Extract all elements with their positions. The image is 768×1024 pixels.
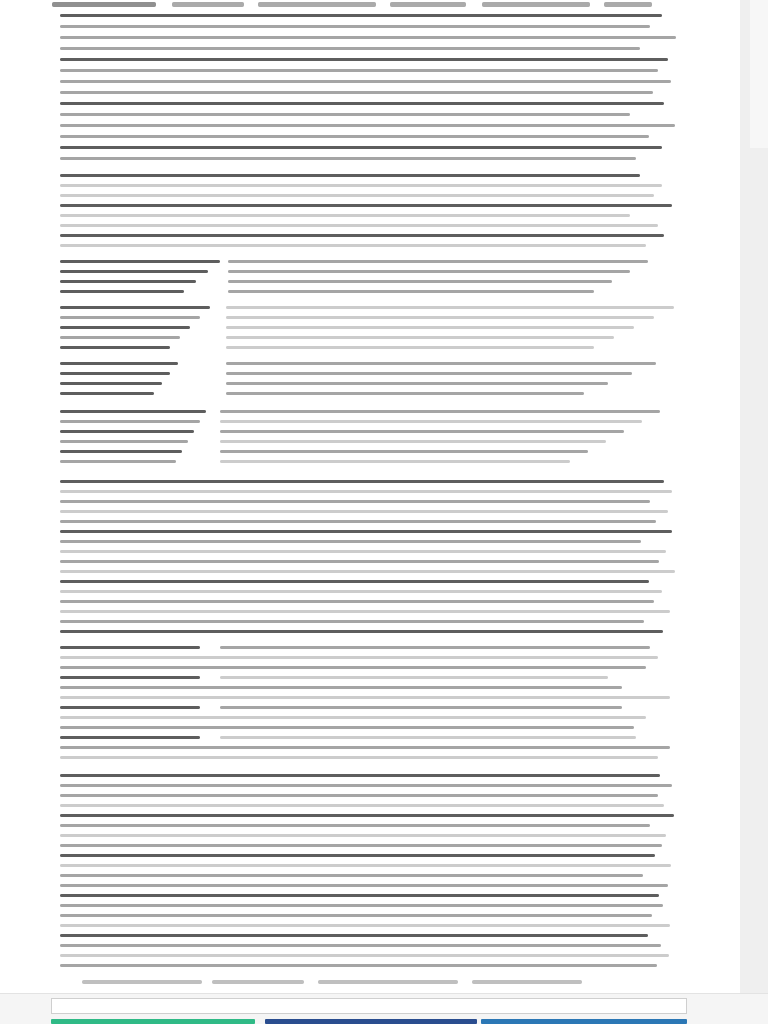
text-line — [60, 530, 672, 533]
text-line — [60, 224, 658, 227]
text-line — [60, 726, 634, 729]
text-line — [60, 480, 664, 483]
text-line — [226, 336, 614, 339]
text-line — [60, 824, 650, 827]
text-line — [60, 440, 188, 443]
text-line — [60, 184, 662, 187]
text-line — [60, 124, 675, 127]
text-line — [60, 316, 200, 319]
text-line — [60, 844, 662, 847]
text-line — [60, 676, 200, 679]
text-line — [60, 944, 661, 947]
text-line — [220, 646, 650, 649]
text-line — [60, 194, 654, 197]
text-line — [60, 346, 170, 349]
text-line — [228, 270, 630, 273]
text-line — [60, 666, 646, 669]
text-line — [60, 864, 671, 867]
text-line — [60, 174, 640, 177]
text-line — [60, 814, 674, 817]
text-line — [60, 646, 200, 649]
text-line — [60, 14, 662, 17]
text-line — [60, 372, 170, 375]
text-line — [60, 326, 190, 329]
text-line — [60, 280, 196, 283]
text-line — [60, 630, 663, 633]
text-line — [60, 656, 658, 659]
right-gutter — [740, 0, 768, 1024]
text-line — [60, 36, 676, 39]
text-line — [60, 410, 206, 413]
text-line — [60, 306, 210, 309]
text-line — [226, 392, 584, 395]
text-line — [60, 716, 646, 719]
text-line — [220, 420, 642, 423]
text-line — [220, 430, 624, 433]
text-line — [220, 450, 588, 453]
text-line — [60, 510, 668, 513]
text-line — [220, 706, 622, 709]
text-line — [60, 964, 657, 967]
text-line — [60, 460, 176, 463]
text-line — [228, 260, 648, 263]
text-line — [60, 894, 659, 897]
text-line — [226, 326, 634, 329]
text-line — [60, 270, 208, 273]
page-title — [52, 0, 682, 12]
text-line — [60, 520, 656, 523]
text-line — [60, 736, 200, 739]
text-line — [60, 784, 672, 787]
text-line — [228, 280, 612, 283]
text-line — [60, 570, 675, 573]
text-line — [60, 934, 648, 937]
text-line — [60, 706, 200, 709]
text-line — [60, 102, 664, 105]
text-line — [220, 736, 636, 739]
text-line — [60, 113, 630, 116]
text-line — [60, 157, 636, 160]
text-line — [60, 746, 670, 749]
text-line — [60, 550, 666, 553]
text-line — [60, 696, 670, 699]
text-line — [60, 756, 658, 759]
text-line — [60, 884, 668, 887]
text-line — [60, 914, 652, 917]
text-line — [60, 260, 220, 263]
bottom-tabs — [51, 1019, 687, 1024]
text-line — [60, 336, 180, 339]
text-line — [60, 794, 658, 797]
text-line — [226, 346, 594, 349]
text-line — [220, 440, 606, 443]
text-line — [226, 372, 632, 375]
text-line — [60, 80, 671, 83]
text-line — [60, 146, 662, 149]
text-line — [60, 774, 660, 777]
text-line — [60, 47, 640, 50]
text-line — [60, 91, 653, 94]
text-line — [226, 362, 656, 365]
text-line — [220, 676, 608, 679]
text-line — [60, 610, 670, 613]
text-line — [60, 854, 655, 857]
text-line — [60, 500, 650, 503]
gutter-upper-panel — [750, 0, 768, 148]
text-line — [60, 244, 646, 247]
text-line — [60, 490, 672, 493]
text-line — [60, 540, 641, 543]
text-line — [60, 382, 162, 385]
text-line — [60, 560, 659, 563]
text-line — [60, 924, 670, 927]
text-line — [220, 460, 570, 463]
text-line — [226, 382, 608, 385]
text-line — [226, 306, 674, 309]
document-body — [60, 14, 680, 988]
text-line — [60, 69, 658, 72]
text-line — [226, 316, 654, 319]
text-line — [60, 234, 664, 237]
text-line — [60, 204, 672, 207]
text-line — [60, 874, 643, 877]
text-line — [60, 580, 649, 583]
text-line — [60, 362, 178, 365]
text-line — [60, 954, 669, 957]
text-line — [60, 420, 200, 423]
text-line — [60, 904, 663, 907]
text-line — [60, 686, 622, 689]
page-title-text — [52, 2, 156, 7]
text-line — [60, 834, 666, 837]
text-line — [60, 430, 194, 433]
text-line — [60, 450, 182, 453]
text-line — [228, 290, 594, 293]
caption-text — [82, 980, 202, 984]
text-line — [60, 58, 668, 61]
document-caption — [82, 980, 682, 990]
tab-primary[interactable] — [51, 1019, 255, 1024]
text-line — [60, 135, 649, 138]
text-line — [60, 290, 184, 293]
text-line — [60, 25, 650, 28]
text-line — [60, 620, 644, 623]
text-line — [220, 410, 660, 413]
text-line — [60, 600, 654, 603]
text-line — [60, 214, 630, 217]
tab-tertiary[interactable] — [481, 1019, 687, 1024]
text-line — [60, 804, 664, 807]
search-input[interactable] — [51, 998, 687, 1014]
text-line — [60, 392, 154, 395]
tab-secondary[interactable] — [265, 1019, 477, 1024]
text-line — [60, 590, 662, 593]
